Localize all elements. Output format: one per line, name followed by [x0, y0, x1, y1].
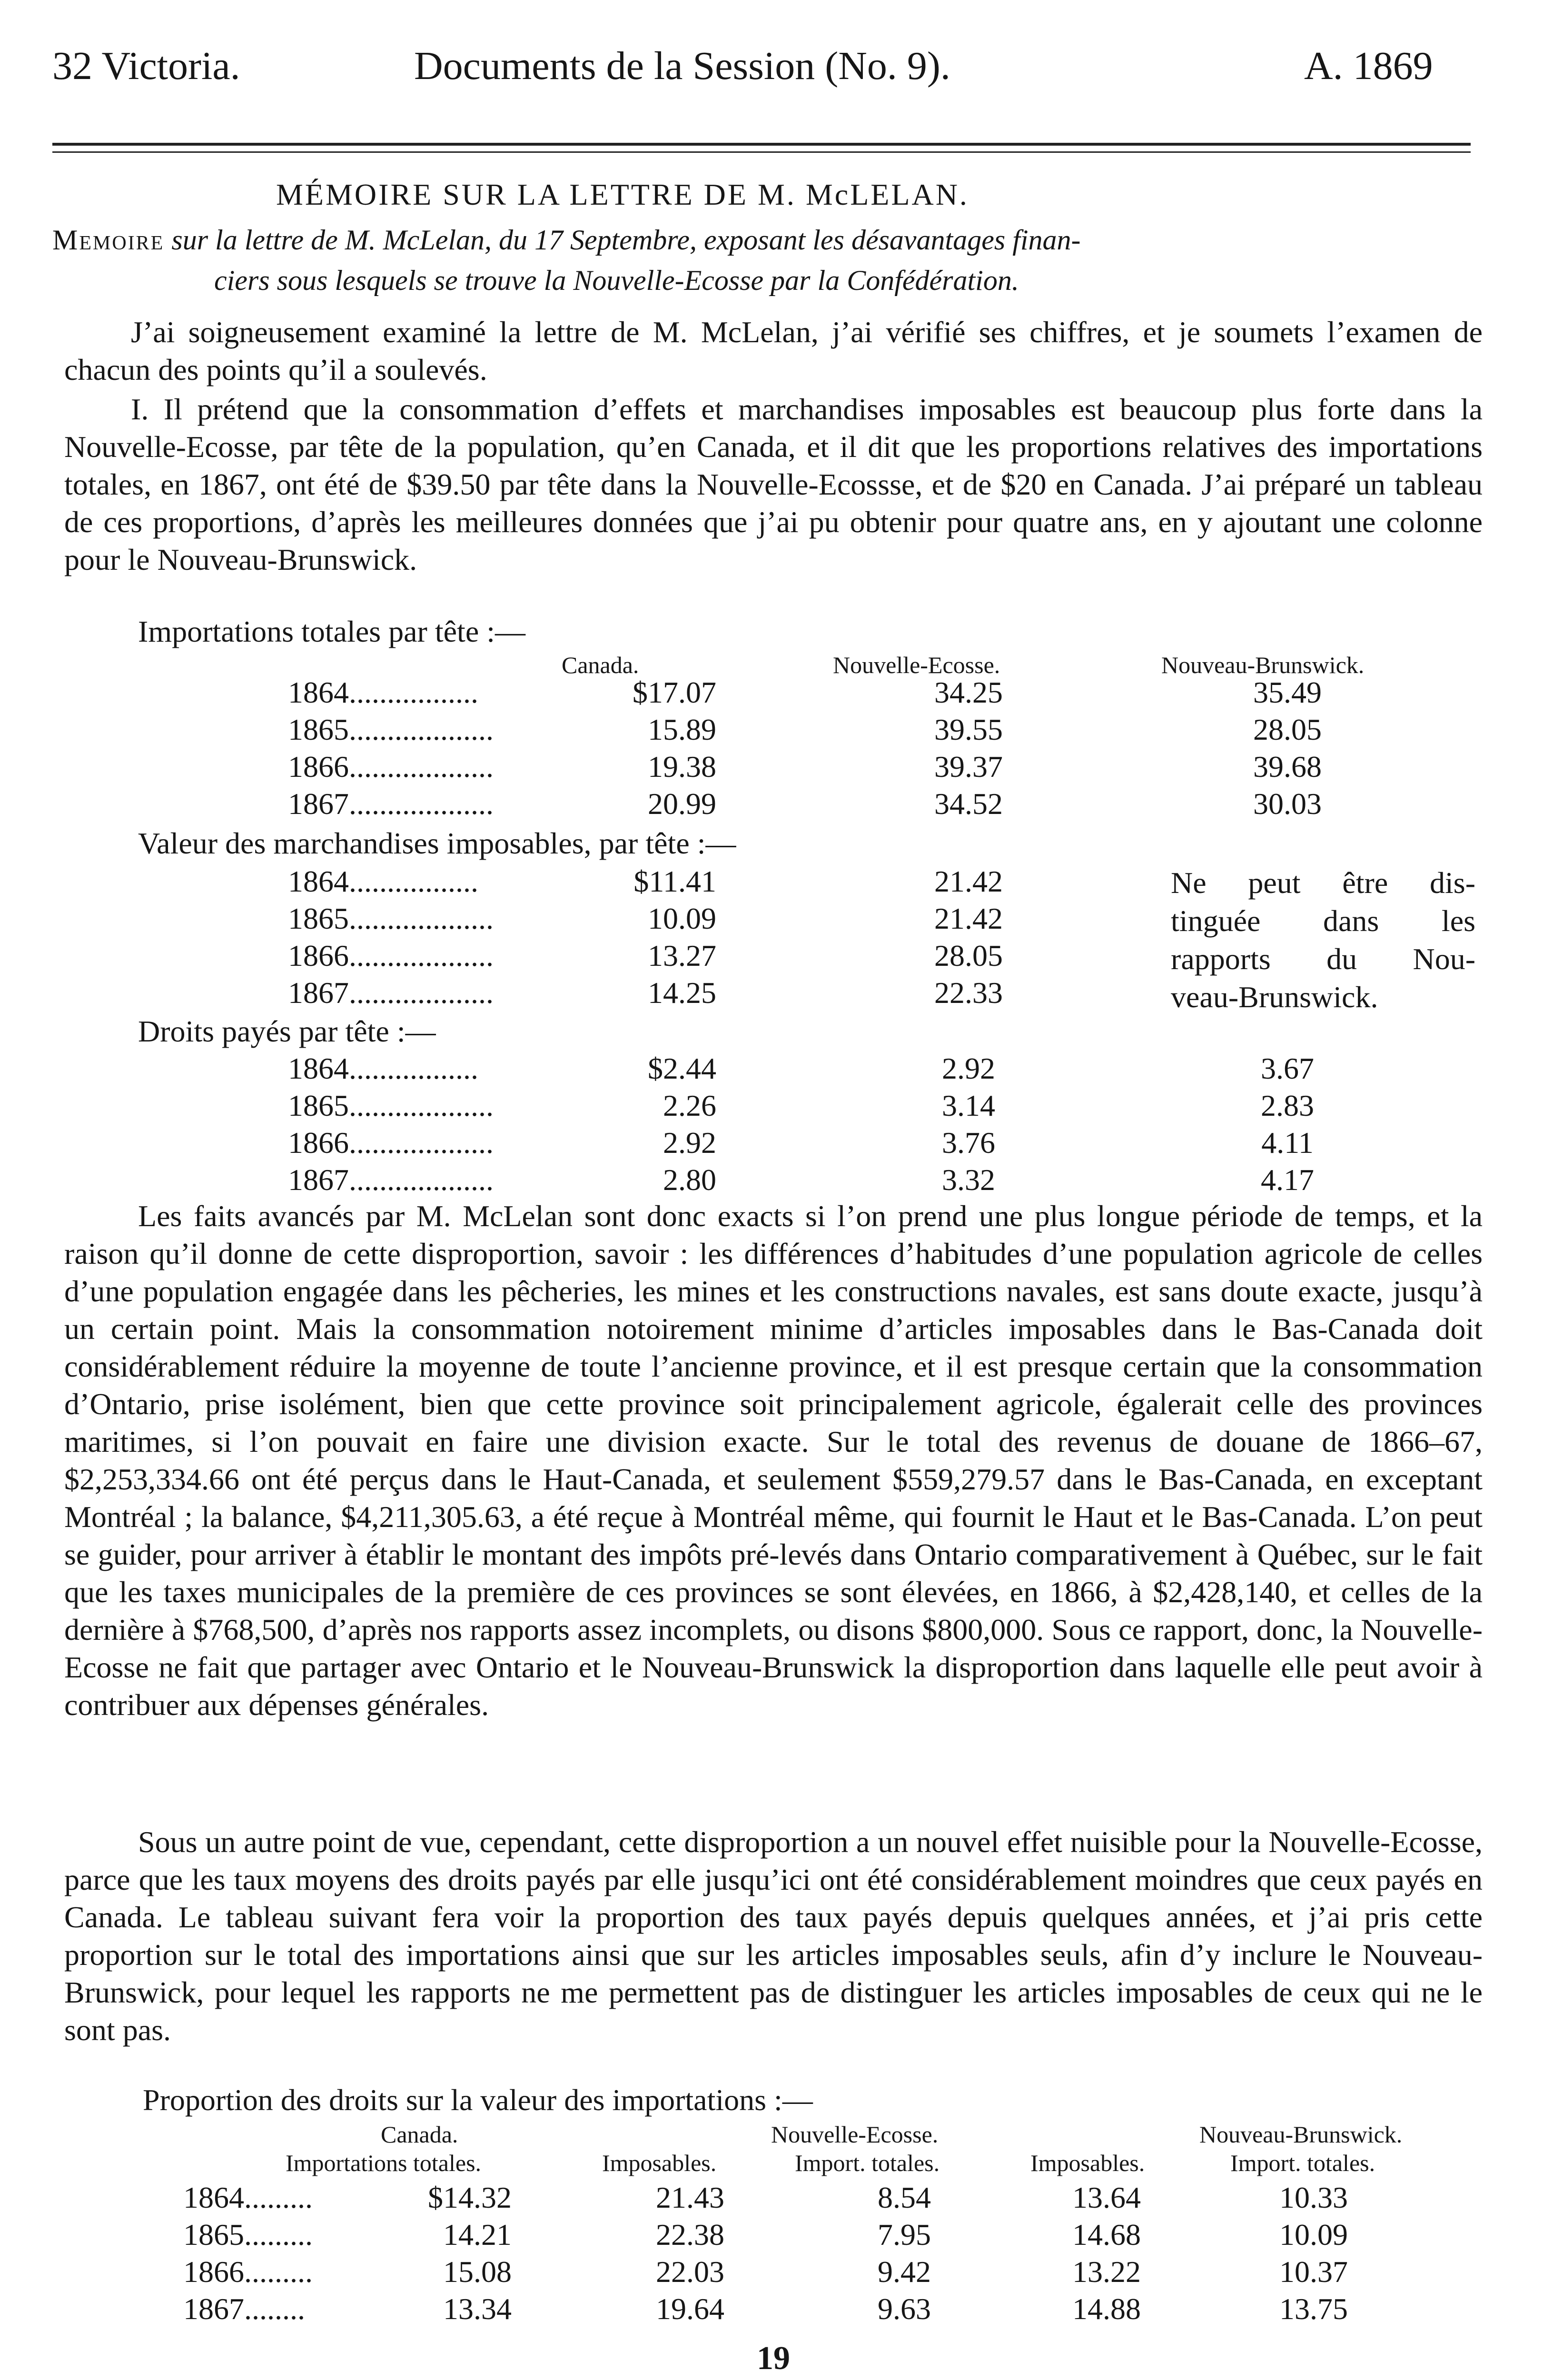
header-title: Documents de la Session (No. 9). [414, 44, 950, 88]
table-cell: 14.25 [648, 976, 716, 1010]
table-cell: 2.83 [1261, 1089, 1314, 1122]
table-cell: 13.27 [648, 939, 716, 972]
table-year: 1864................. [288, 864, 478, 898]
table-cell: 2.92 [942, 1051, 995, 1085]
table-cell: 2.80 [663, 1163, 716, 1197]
header-rule-thin [52, 151, 1471, 153]
memo-line-1 [52, 224, 1081, 257]
nb-note [1171, 864, 1475, 1016]
table-cell: 20.99 [648, 787, 716, 821]
sub-head-imposables: Imposables. [1030, 2150, 1145, 2176]
sub-head-import-totales: Import. totales. [1230, 2150, 1375, 2176]
table-cell: 8.54 [878, 2181, 931, 2214]
table-year: 1865................... [288, 1089, 494, 1122]
sub-head-import-totales: Import. totales. [795, 2150, 940, 2176]
table-cell: 3.32 [942, 1163, 995, 1197]
table-cell: $11.41 [633, 864, 716, 898]
table-cell: 39.37 [934, 750, 1003, 783]
table-cell: 14.21 [443, 2218, 512, 2251]
table-cell: 21.42 [934, 864, 1003, 898]
table-cell: 22.03 [656, 2255, 724, 2289]
memo-lead: Memoire [52, 224, 165, 256]
table-year: 1866................... [288, 939, 494, 972]
paragraph-3: Les faits avancés par M. McLelan sont donc exacts si l’on prend une plus longue période de temps, et la raison qu’il donne de cette disproportion, savoir : les différences d’habitudes d’une population agricole de celles d’une population engagée dans les pêcheries, les mines et les constructions navales, est sans doute exacte, jusqu’à un certain point. Mais la consommation notoirement minime d’articles imposables dans le Bas-Canada doit considérablement réduire la moyenne de toute l’ancienne province, et il est presque certain que la consommation d’Ontario, prise isolément, bien que cette province soit principalement agricole, égalerait celle des provinces maritimes, si l’on pouvait en faire une division exacte. Sur le total des revenus de douane de 1866–67, $2,253,334.66 ont été perçus dans le Haut-Canada, et seulement $559,279.57 dans le Bas-Canada, en exceptant Montréal ; la balance, $4,211,305.63, a été reçue à Montréal même, qui fournit le Haut et le Bas-Canada. L’on peut se guider, pour arriver à établir le montant des impôts pré-levés dans Ontario comparativement à Québec, sur le fait que les taxes municipales de la première de ces provinces se sont élevées, en 1866, à $2,428,140, et celles de la dernière à $768,500, d’après nos rapports assez incomplets, ou disons $800,000. Sous ce rapport, donc, la Nouvelle-Ecosse ne fait que partager avec Ontario et le Nouveau-Brunswick la disproportion dans laquelle elle peut avoir à contribuer aux dépenses générales. [64, 1199, 1483, 1722]
group-head-nouveau-brunswick: Nouveau-Brunswick. [1199, 2121, 1403, 2148]
table-cell: 9.42 [878, 2255, 931, 2289]
table-cell: 9.63 [878, 2292, 931, 2326]
table-cell: 34.52 [934, 787, 1003, 821]
group-head-canada: Canada. [381, 2121, 458, 2148]
table3-heading: Droits payés par tête :— [138, 1014, 436, 1048]
table-cell: 21.42 [934, 902, 1003, 935]
table-year: 1865................... [288, 902, 494, 935]
table-cell: 15.89 [648, 713, 716, 746]
table-year: 1866................... [288, 1126, 494, 1160]
col-head-nouvelle-ecosse: Nouvelle-Ecosse. [833, 652, 1000, 678]
table-year: 1867........ [183, 2292, 305, 2326]
table-cell: 19.38 [648, 750, 716, 783]
sub-head-imposables: Imposables. [602, 2150, 717, 2176]
table-cell: 4.17 [1261, 1163, 1314, 1197]
table-cell: 34.25 [934, 675, 1003, 709]
table-cell: 13.34 [443, 2292, 512, 2326]
table-year: 1867................... [288, 1163, 494, 1197]
table-cell: 28.05 [934, 939, 1003, 972]
paragraph-4: Sous un autre point de vue, cependant, cette disproportion a un nouvel effet nuisible pour la Nouvelle-Ecosse, parce que les taux moyens des droits payés par elle jusqu’ici ont été considérablement moindres que ceux payés en Canada. Le tableau suivant fera voir la proportion des taux payés depuis quelques années, et j’ai pris cette proportion sur le total des importations ainsi que sur les articles imposables seuls, afin d’y inclure le Nouveau-Brunswick, pour lequel les rapports ne me permettent pas de distinguer les articles imposables de ceux qui ne le sont pas. [64, 1825, 1483, 2047]
table-cell: 22.38 [656, 2218, 724, 2251]
table-year: 1867................... [288, 787, 494, 821]
table-cell: 28.05 [1253, 713, 1322, 746]
table-cell: $2.44 [648, 1051, 716, 1085]
table-cell: 13.75 [1279, 2292, 1348, 2326]
table-cell: 15.08 [443, 2255, 512, 2289]
memo-text-1: sur la lettre de M. McLelan, du 17 Septembre, exposant les désavantages finan- [171, 224, 1081, 256]
table-cell: $17.07 [633, 675, 716, 709]
page-number: 19 [757, 2340, 790, 2377]
table-year: 1865................... [288, 713, 494, 746]
table-cell: 30.03 [1253, 787, 1322, 821]
table-cell: 3.67 [1261, 1051, 1314, 1085]
header-year: A. 1869 [1304, 44, 1433, 88]
nb-note-line: rapports du Nou- [1171, 942, 1475, 976]
table-cell: 35.49 [1253, 675, 1322, 709]
table-cell: 3.14 [942, 1089, 995, 1122]
table-cell: 10.33 [1279, 2181, 1348, 2214]
table-cell: 39.68 [1253, 750, 1322, 783]
table-year: 1865......... [183, 2218, 313, 2251]
table1-heading: Importations totales par tête :— [138, 615, 525, 648]
table-cell: 2.26 [663, 1089, 716, 1122]
table-cell: 2.92 [663, 1126, 716, 1160]
nb-note-line: tinguée dans les [1171, 904, 1475, 938]
table-cell: 22.33 [934, 976, 1003, 1010]
table-cell: $14.32 [428, 2181, 512, 2214]
table-cell: 10.37 [1279, 2255, 1348, 2289]
table-cell: 19.64 [656, 2292, 724, 2326]
page-title: MÉMOIRE SUR LA LETTRE DE M. McLELAN. [276, 178, 969, 211]
table-cell: 39.55 [934, 713, 1003, 746]
paragraph-2: I. Il prétend que la consommation d’effets et marchandises imposables est beaucoup plus forte dans la Nouvelle-Ecosse, par tête de la population, qu’en Canada, et il dit que les proportions relatives des importations totales, en 1867, ont été de $39.50 par tête dans la Nouvelle-Ecossse, et de $20 en Canada. J’ai préparé un tableau de ces proportions, d’après les meilleures données que j’ai pu obtenir pour quatre ans, en y ajoutant une colonne pour le Nouveau-Brunswick. [64, 392, 1483, 576]
col-head-canada: Canada. [562, 652, 639, 678]
table-year: 1864......... [183, 2181, 313, 2214]
table-cell: 10.09 [1279, 2218, 1348, 2251]
sub-head-import-totales: Importations totales. [286, 2150, 482, 2176]
memo-line-2: ciers sous lesquels se trouve la Nouvelle-Ecosse par la Confédération. [214, 265, 1019, 296]
table-year: 1864................. [288, 675, 478, 709]
table-cell: 13.64 [1072, 2181, 1141, 2214]
nb-note-line: Ne peut être dis- [1171, 866, 1475, 900]
group-head-nouvelle-ecosse: Nouvelle-Ecosse. [771, 2121, 939, 2148]
table-year: 1866................... [288, 750, 494, 783]
table-cell: 10.09 [648, 902, 716, 935]
paragraph-1: J’ai soigneusement examiné la lettre de M. McLelan, j’ai vérifié ses chiffres, et je soumets l’examen de chacun des points qu’il a soulevés. [64, 315, 1483, 387]
header-rule-thick [52, 143, 1471, 146]
table-cell: 7.95 [878, 2218, 931, 2251]
table-cell: 14.68 [1072, 2218, 1141, 2251]
table-year: 1864................. [288, 1051, 478, 1085]
table-cell: 3.76 [942, 1126, 995, 1160]
table-cell: 4.11 [1261, 1126, 1314, 1160]
nb-note-line: veau-Brunswick. [1171, 980, 1378, 1014]
table-cell: 14.88 [1072, 2292, 1141, 2326]
table2-heading: Valeur des marchandises imposables, par tête :— [138, 826, 736, 860]
table-year: 1866......... [183, 2255, 313, 2289]
table4-heading: Proportion des droits sur la valeur des importations :— [143, 2083, 813, 2117]
header-volume: 32 Victoria. [52, 44, 240, 88]
col-head-nouveau-brunswick: Nouveau-Brunswick. [1161, 652, 1365, 678]
table-cell: 13.22 [1072, 2255, 1141, 2289]
table-cell: 21.43 [656, 2181, 724, 2214]
table-year: 1867................... [288, 976, 494, 1010]
